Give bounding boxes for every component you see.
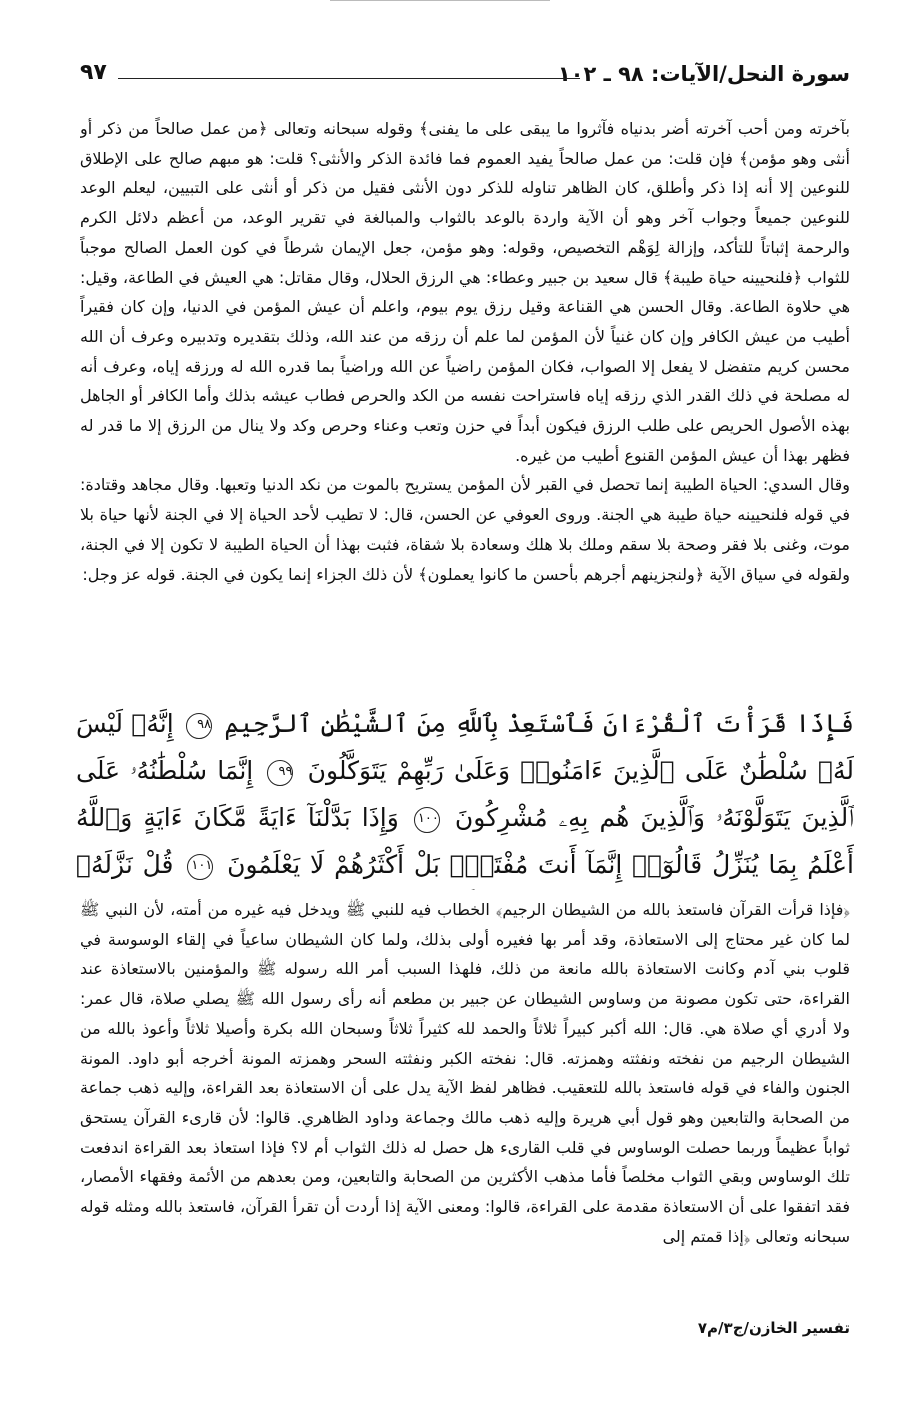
header-rule (118, 78, 580, 79)
verse-number-98: ٩٨ (186, 713, 212, 739)
book-signature: تفسير الخازن/ج٣/م٧ (697, 1319, 850, 1337)
verse-number-100: ١٠٠ (414, 807, 440, 833)
commentary-bottom (80, 895, 850, 1315)
commentary-top (80, 114, 850, 684)
page-footer (80, 1318, 850, 1337)
scan-top-mark (330, 0, 550, 5)
paragraph: بآخرته ومن أحب آخرته أضر بدنياه فآثروا ما يبقى على ما يفنى﴾ وقوله سبحانه وتعالى ﴿من عمل صالحاً من ذكر أو أنثى وهو مؤمن﴾ فإن قلت: من عمل صالحاً يفيد العموم فما فائدة الذكر والأنثى؟ قلت: هو مبهم صالح على الإطلاق للنوعين إلا أنه إذا ذكر وأطلق، كان الظاهر تناوله للذكر دون الأنثى فقيل من ذكر أو أنثى على التبيين، ليعلم الوعد للنوعين جميعاً وجواب آخر وهو أن الآية واردة بالوعد بالثواب والمبالغة في تقرير الوعد، من أعظم دلائل الكرم والرحمة إثباتاً للتأكد، وإزالة لِوَهْم التخصيص، وقوله: وهو مؤمن، جعل الإيمان شرطاً في كون العمل الصالح موجباً للثواب ﴿فلنحيينه حياة طيبة﴾ قال سعيد بن جبير وعطاء: هي الرزق الحلال، وقال مقاتل: هي العيش في الطاعة، وقيل: هي حلاوة الطاعة. وقال الحسن هي القناعة وقيل رزق يوم بيوم، واعلم أن عيش المؤمن في الدنيا، وإن كان فقيراً أطيب من عيش الكافر وإن كان غنياً لأن المؤمن لما علم أن رزقه من عند الله، وذلك بتقديره وتدبيره وعرف أن الله محسن كريم متفضل لا يفعل إلا الصواب، فكان المؤمن راضياً عن الله وراضياً بما قدره الله له ورزقه إياه، وعرف أنه له مصلحة في ذلك القدر الذي رزقه إياه فاستراحت نفسه من الكد والحرص فطاب عيشه بذلك وأما الكافر أو الجاهل بهذه الأصول الحريص على طلب الرزق فيكون أبداً في حزن وتعب وعناء وحرص وكد ولا ينال من الرزق إلا ما قدر له فظهر بهذا أن عيش المؤمن القنوع أطيب من غيره. (80, 119, 850, 465)
verse-101: وَإِذَا بَدَّلْنَآ ءَايَةً مَّكَانَ ءَايَةٍ وَٱللَّهُ أَعْلَمُ بِمَا يُنَزِّلُ قَالُوٓا۟ إِنَّمَآ أَنتَ مُفْتَرٍۭ بَلْ أَكْثَرُهُمْ لَا يَعْلَمُونَ (76, 803, 854, 879)
quran-verses (76, 700, 854, 890)
verse-number-99: ٩٩ (267, 760, 293, 786)
paragraph: ﴿فإذا قرأت القرآن فاستعذ بالله من الشيطان الرجيم﴾ الخطاب فيه للنبي ﷺ ويدخل فيه غيره من أمته، لأن النبي ﷺ لما كان غير محتاج إلى الاستعاذة، وقد أمر بها فغيره أولى بذلك، ولما كان الشيطان ساعياً في إلقاء الوسوسة في قلوب بني آدم وكانت الاستعاذة بالله مانعة من ذلك، فلهذا السبب أمر الله رسوله ﷺ والمؤمنين بالاستعاذة عند القراءة، حتى تكون مصونة من وساوس الشيطان عن جبير بن مطعم أنه رأى رسول الله ﷺ يصلي صلاة، قال عمر: ولا أدري أي صلاة هي. قال: الله أكبر كبيراً ثلاثاً والحمد لله كثيراً ثلاثاً وسبحان الله بكرة وأصيلا ثلاثاً وأعوذ بالله من الشيطان الرجيم من نفخته ونفثته وهمزته. قال: نفخته الكبر ونفثته السحر وهمزته المونة أخرجه أبو داود. المونة الجنون والفاء في قوله فاستعذ بالله للتعقيب. فظاهر لفظ الآية يدل على أن الاستعاذة بعد القراءة، وإليه ذهب جماعة من الصحابة والتابعين وهو قول أبي هريرة وإليه ذهب مالك وجماعة وداود الظاهري. قالوا: لأن قارىء القرآن يستحق ثواباً عظيماً وربما حصلت الوساوس في قلب القارىء هل حصل له ذلك الثواب أم لا؟ فإذا استعاذ بعد القراءة اندفعت تلك الوساوس وبقي الثواب مخلصاً فأما مذهب الأكثرين من الصحابة والتابعين، ومن بعدهم من الأئمة وفقهاء الأمصار، فقد اتفقوا على أن الاستعاذة مقدمة على القراءة، قالوا: ومعنى الآية إذا أردت أن تقرأ القرآن، فاستعذ بالله ومثله قوله سبحانه وتعالى ﴿إذا قمتم إلى (80, 900, 850, 1246)
running-title: سورة النحل/الآيات: ٩٨ ـ ١٠٢ (557, 62, 850, 86)
verse-number-101: ١٠١ (187, 854, 213, 880)
page-header (80, 62, 850, 92)
verse-98: فَإِذَا قَرَأْتَ ٱلْقُرْءَانَ فَٱسْتَعِذْ بِٱللَّهِ مِنَ ٱلشَّيْطَٰنِ ٱلرَّجِيمِ (224, 709, 854, 738)
page-number: ٩٧ (80, 60, 107, 85)
verse-99: إِنَّهُۥ لَيْسَ لَهُۥ سُلْطَٰنٌ عَلَى ٱلَّذِينَ ءَامَنُوا۟ وَعَلَىٰ رَبِّهِمْ يَتَوَكَّلُونَ (76, 709, 854, 785)
verse-102: قُلْ نَزَّلَهُۥ (76, 850, 174, 879)
verse-100: إِنَّمَا سُلْطَٰنُهُۥ عَلَى ٱلَّذِينَ يَتَوَلَّوْنَهُۥ وَٱلَّذِينَ هُم بِهِۦ مُشْرِكُونَ (76, 756, 854, 832)
paragraph: وقال السدي: الحياة الطيبة إنما تحصل في القبر لأن المؤمن يستريح بالموت من نكد الدنيا وتعبها. وقال مجاهد وقتادة: في قوله فلنحيينه حياة طيبة هي الجنة. وروى العوفي عن الحسن، قال: لا تطيب لأحد الحياة إلا في الجنة لأنها حياة بلا موت، وغنى بلا فقر وصحة بلا سقم وملك بلا هلك وسعادة بلا شقاة، فثبت بهذا أن الحياة الطيبة لا تكون إلا في الجنة، ولقوله في سياق الآية ﴿ولنجزينهم أجرهم بأحسن ما كانوا يعملون﴾ لأن ذلك الجزاء إنما يكون في الجنة. قوله عز وجل: (80, 475, 850, 584)
